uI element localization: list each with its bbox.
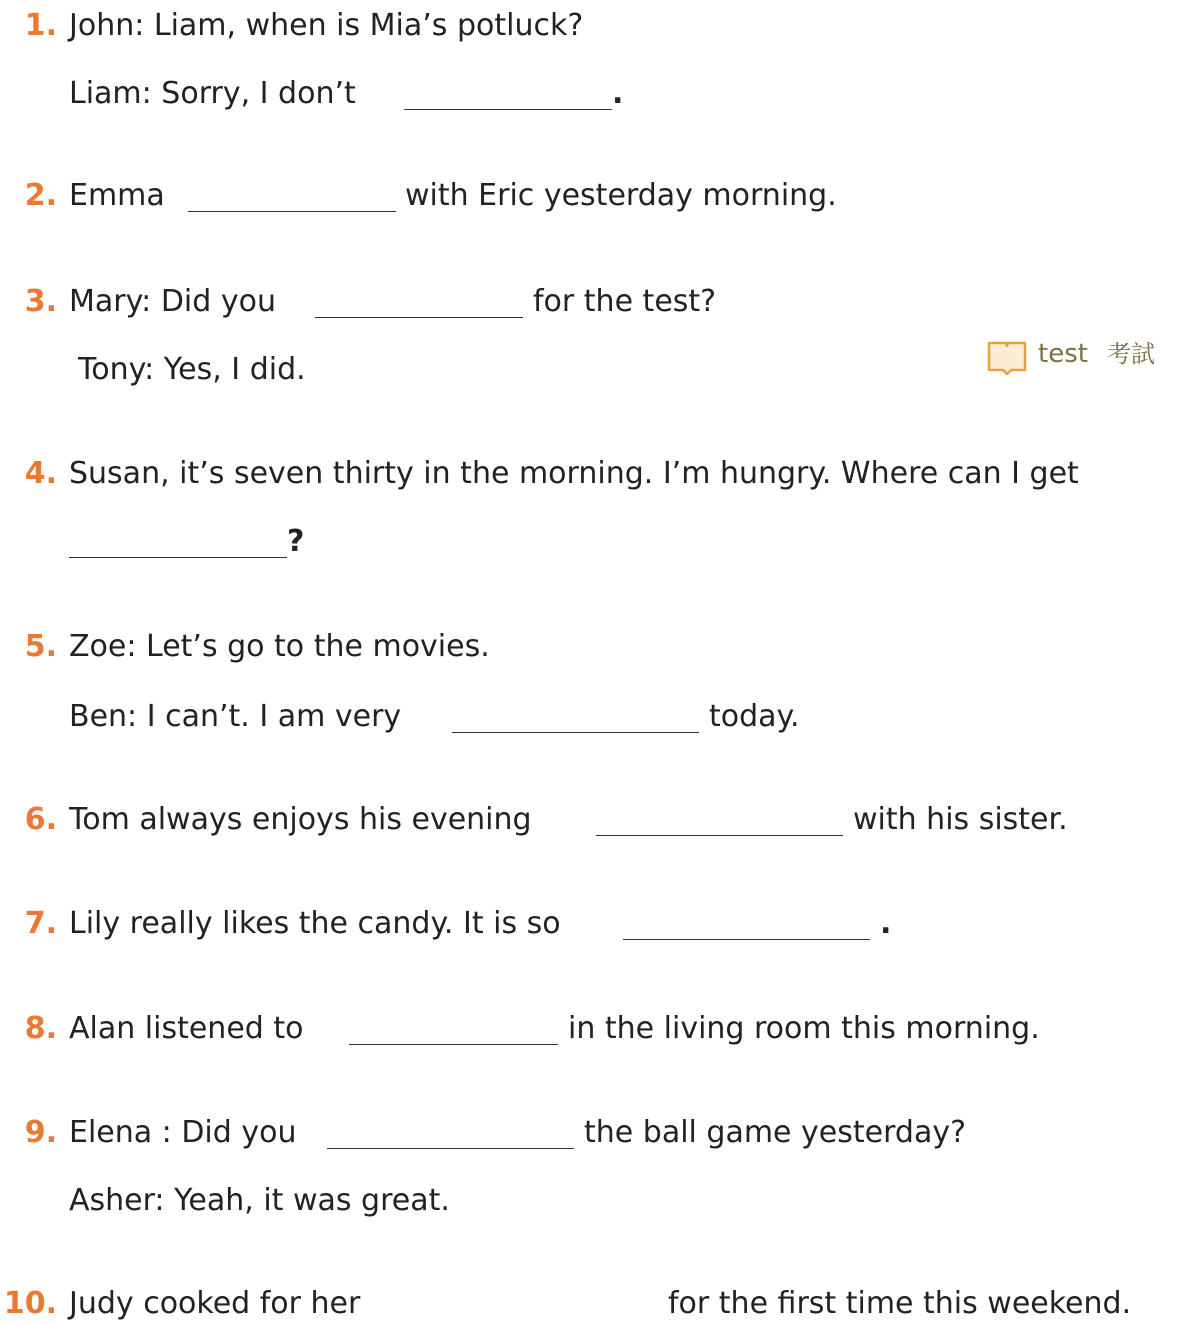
answer-blank[interactable]: [452, 732, 699, 733]
question-number: 2.: [24, 178, 57, 213]
question-text: Judy cooked for her: [69, 1286, 361, 1321]
vocab-meaning: 考試: [1107, 340, 1155, 368]
question-number: 8.: [24, 1011, 57, 1046]
question-text: .: [612, 76, 624, 111]
question-text: Lily really likes the candy. It is so: [69, 906, 561, 941]
question-text: Emma: [69, 178, 165, 213]
answer-blank[interactable]: [188, 211, 396, 212]
question-text: Liam: Sorry, I don’t: [69, 76, 356, 111]
question-text: Tony: Yes, I did.: [78, 352, 306, 387]
question-text: ?: [287, 524, 305, 559]
question-text: .: [880, 906, 892, 941]
question-text: with Eric yesterday morning.: [405, 178, 837, 213]
question-text: Ben: I can’t. I am very: [69, 699, 402, 734]
answer-blank[interactable]: [349, 1044, 558, 1045]
question-number: 10.: [3, 1286, 57, 1321]
answer-blank[interactable]: [327, 1148, 574, 1149]
question-text: Zoe: Let’s go to the movies.: [69, 629, 490, 664]
question-number: 5.: [24, 629, 57, 664]
book-icon: [987, 340, 1027, 376]
question-text: Asher: Yeah, it was great.: [69, 1183, 450, 1218]
vocab-word: test: [1038, 339, 1088, 369]
answer-blank[interactable]: [596, 835, 843, 836]
question-number: 7.: [24, 906, 57, 941]
question-number: 1.: [24, 8, 57, 43]
question-text: Mary: Did you: [69, 284, 276, 319]
question-number: 9.: [24, 1115, 57, 1150]
answer-blank[interactable]: [404, 109, 612, 110]
question-text: Susan, it’s seven thirty in the morning. I’m hungry. Where can I get: [69, 456, 1079, 491]
answer-blank[interactable]: [69, 557, 287, 558]
question-text: Tom always enjoys his evening: [69, 802, 532, 837]
question-text: with his sister.: [853, 802, 1068, 837]
question-number: 4.: [24, 456, 57, 491]
question-text: Elena : Did you: [69, 1115, 297, 1150]
question-text: in the living room this morning.: [568, 1011, 1040, 1046]
question-text: for the first time this weekend.: [668, 1286, 1132, 1321]
question-text: John: Liam, when is Mia’s potluck?: [69, 8, 584, 43]
question-number: 6.: [24, 802, 57, 837]
answer-blank[interactable]: [623, 939, 870, 940]
answer-blank[interactable]: [315, 317, 523, 318]
question-text: the ball game yesterday?: [584, 1115, 967, 1150]
question-number: 3.: [24, 284, 57, 319]
question-text: for the test?: [533, 284, 717, 319]
question-text: today.: [709, 699, 800, 734]
question-text: Alan listened to: [69, 1011, 304, 1046]
